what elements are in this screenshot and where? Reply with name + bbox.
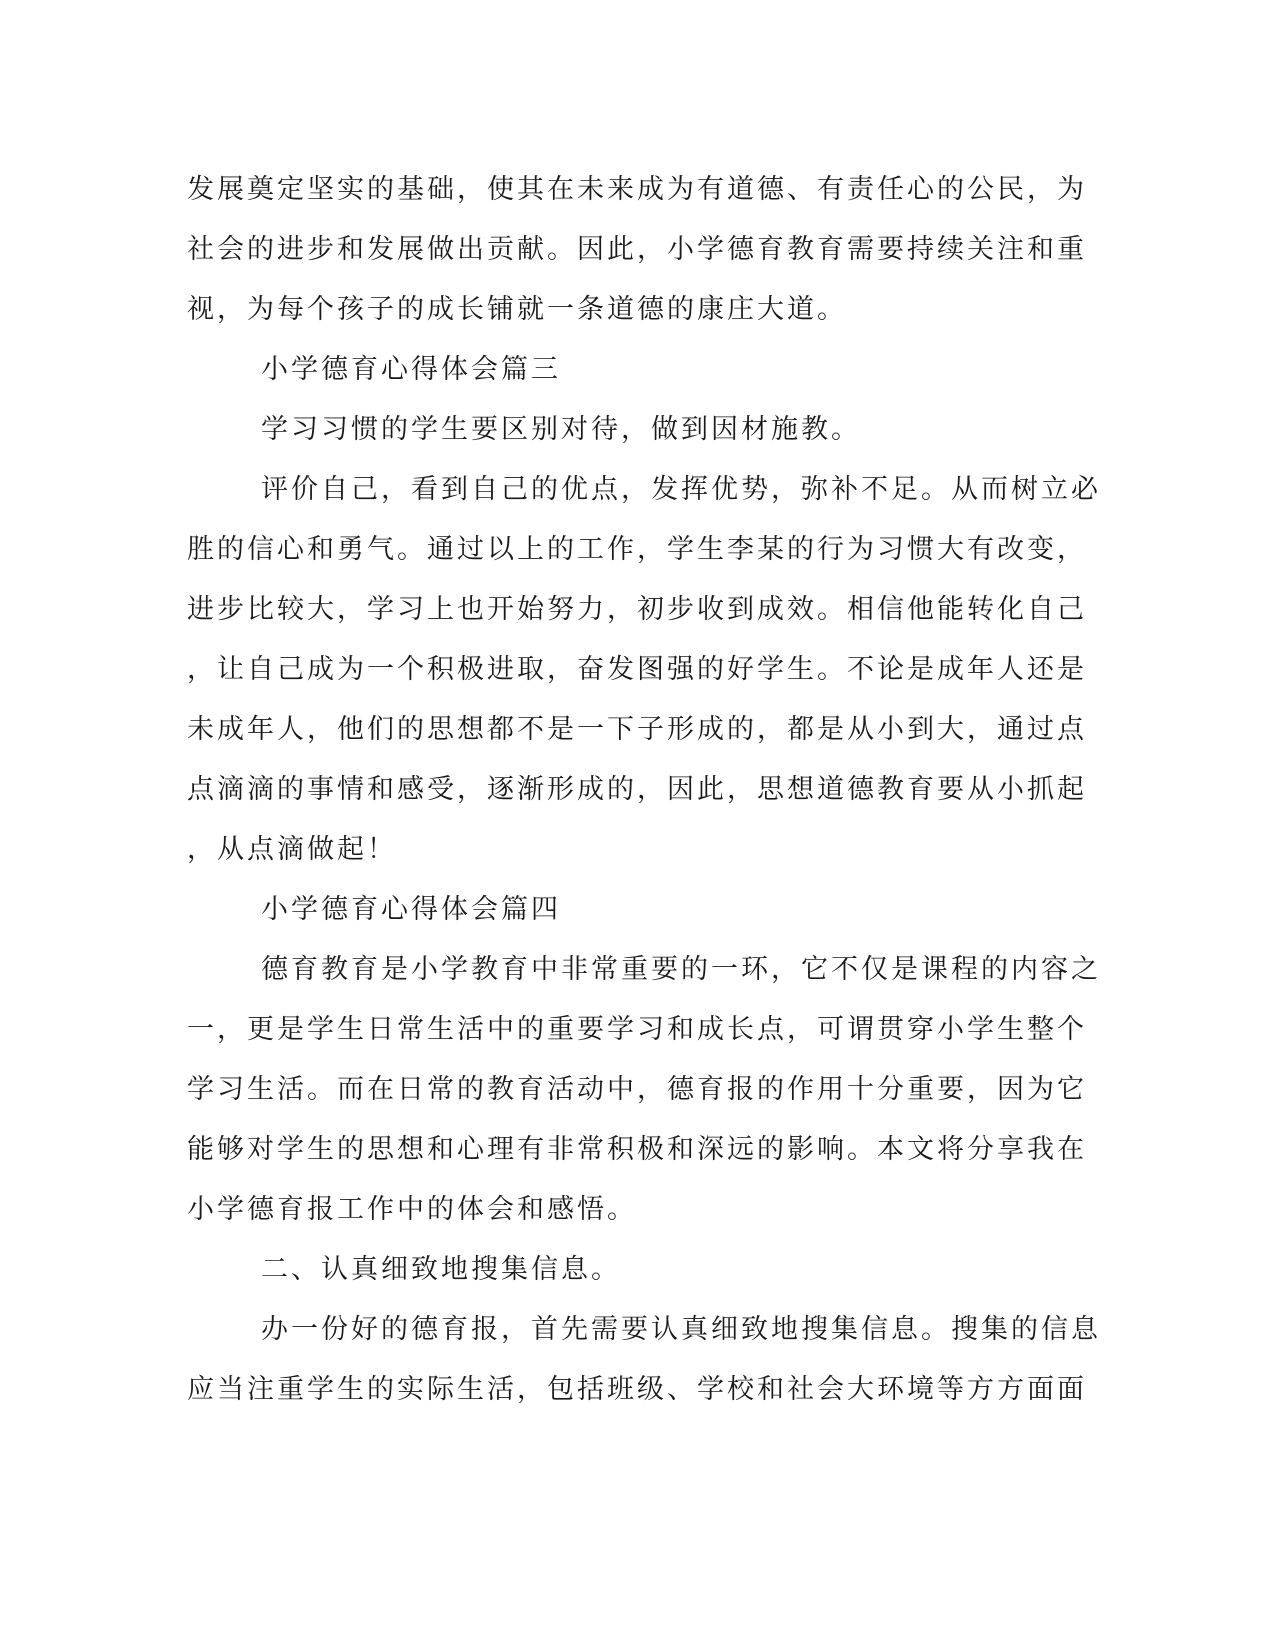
text-line: 发展奠定坚实的基础，使其在未来成为有道德、有责任心的公民，为 — [187, 174, 1087, 205]
text-line: 进步比较大，学习上也开始努力，初步收到成效。相信他能转化自己 — [187, 594, 1087, 625]
text-line: 视，为每个孩子的成长铺就一条道德的康庄大道。 — [187, 294, 847, 325]
text-line: 德育教育是小学教育中非常重要的一环，它不仅是课程的内容之 — [261, 954, 1101, 985]
text-line: 点滴滴的事情和感受，逐渐形成的，因此，思想道德教育要从小抓起 — [187, 774, 1087, 805]
text-line: 办一份好的德育报，首先需要认真细致地搜集信息。搜集的信息 — [261, 1314, 1101, 1345]
text-line: 社会的进步和发展做出贡献。因此，小学德育教育需要持续关注和重 — [187, 234, 1087, 265]
text-line: 未成年人，他们的思想都不是一下子形成的，都是从小到大，通过点 — [187, 714, 1087, 745]
text-line: 胜的信心和勇气。通过以上的工作，学生李某的行为习惯大有改变， — [187, 534, 1087, 565]
document-body — [187, 160, 1101, 1420]
text-line: 能够对学生的思想和心理有非常积极和深远的影响。本文将分享我在 — [187, 1134, 1087, 1165]
section-heading: 小学德育心得体会篇三 — [261, 354, 561, 385]
section-heading: 小学德育心得体会篇四 — [261, 894, 561, 925]
text-line: 应当注重学生的实际生活，包括班级、学校和社会大环境等方方面面 — [187, 1374, 1087, 1405]
text-line: 小学德育报工作中的体会和感悟。 — [187, 1194, 637, 1225]
subsection-heading: 二、认真细致地搜集信息。 — [261, 1254, 621, 1285]
text-line: 一，更是学生日常生活中的重要学习和成长点，可谓贯穿小学生整个 — [187, 1014, 1087, 1045]
text-line: 评价自己，看到自己的优点，发挥优势，弥补不足。从而树立必 — [261, 474, 1101, 505]
text-line: ，从点滴做起！ — [187, 834, 397, 865]
text-line: ，让自己成为一个积极进取，奋发图强的好学生。不论是成年人还是 — [187, 654, 1087, 685]
text-line: 学习生活。而在日常的教育活动中，德育报的作用十分重要，因为它 — [187, 1074, 1087, 1105]
text-line: 学习习惯的学生要区别对待，做到因材施教。 — [261, 414, 861, 445]
